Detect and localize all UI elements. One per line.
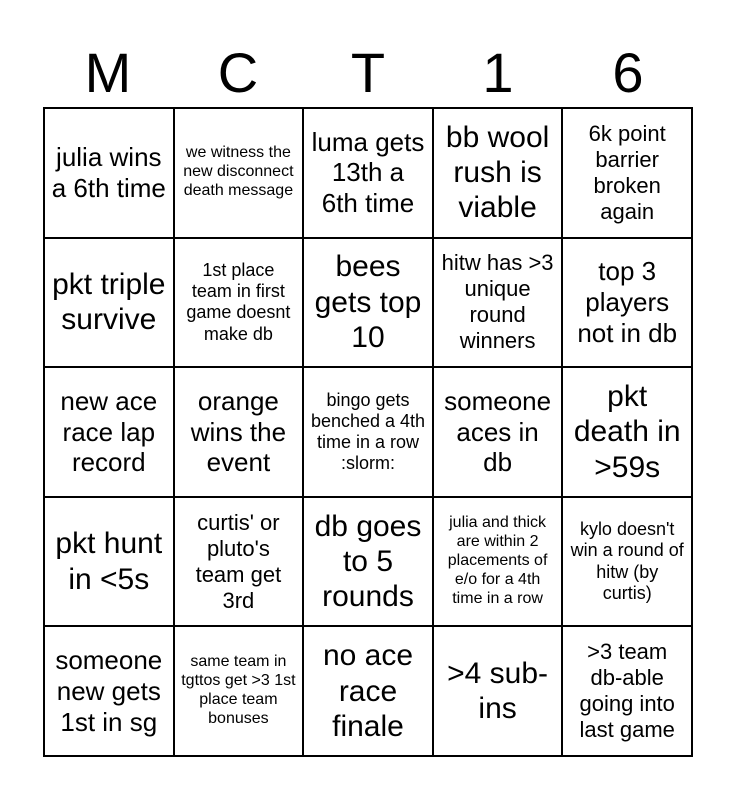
bingo-cell[interactable]: db goes to 5 rounds [303,497,433,627]
bingo-cell[interactable]: kylo doesn't win a round of hitw (by curtis) [562,497,692,627]
bingo-cell[interactable]: someone new gets 1st in sg [44,626,174,756]
bingo-cell[interactable]: julia and thick are within 2 placements of e/o for a 4th time in a row [433,497,563,627]
title-letter: 6 [612,41,644,104]
bingo-cell[interactable]: >4 sub-ins [433,626,563,756]
title-letter: M [84,41,132,104]
bingo-cell[interactable]: >3 team db-able going into last game [562,626,692,756]
title-letter: C [217,41,259,104]
bingo-cell[interactable]: bingo gets benched a 4th time in a row :slorm: [303,367,433,497]
bingo-cell[interactable]: 1st place team in first game doesnt make db [174,238,304,368]
bingo-cell[interactable]: 6k point barrier broken again [562,108,692,238]
bingo-cell[interactable]: same team in tgttos get >3 1st place team bonuses [174,626,304,756]
bingo-cell[interactable]: pkt triple survive [44,238,174,368]
title-letter: T [350,41,386,104]
bingo-cell[interactable]: new ace race lap record [44,367,174,497]
bingo-cell[interactable]: bb wool rush is viable [433,108,563,238]
bingo-cell[interactable]: top 3 players not in db [562,238,692,368]
bingo-cell[interactable]: luma gets 13th a 6th time [303,108,433,238]
bingo-board [43,107,693,757]
bingo-cell[interactable]: we witness the new disconnect death message [174,108,304,238]
bingo-cell[interactable]: bees gets top 10 [303,238,433,368]
bingo-cell[interactable]: pkt death in >59s [562,367,692,497]
bingo-title [43,38,693,108]
bingo-cell[interactable]: no ace race finale [303,626,433,756]
bingo-cell[interactable]: hitw has >3 unique round winners [433,238,563,368]
bingo-cell[interactable]: someone aces in db [433,367,563,497]
bingo-cell[interactable]: orange wins the event [174,367,304,497]
bingo-cell[interactable]: julia wins a 6th time [44,108,174,238]
bingo-cell[interactable]: pkt hunt in <5s [44,497,174,627]
bingo-cell[interactable]: curtis' or pluto's team get 3rd [174,497,304,627]
title-letter: 1 [482,41,514,104]
